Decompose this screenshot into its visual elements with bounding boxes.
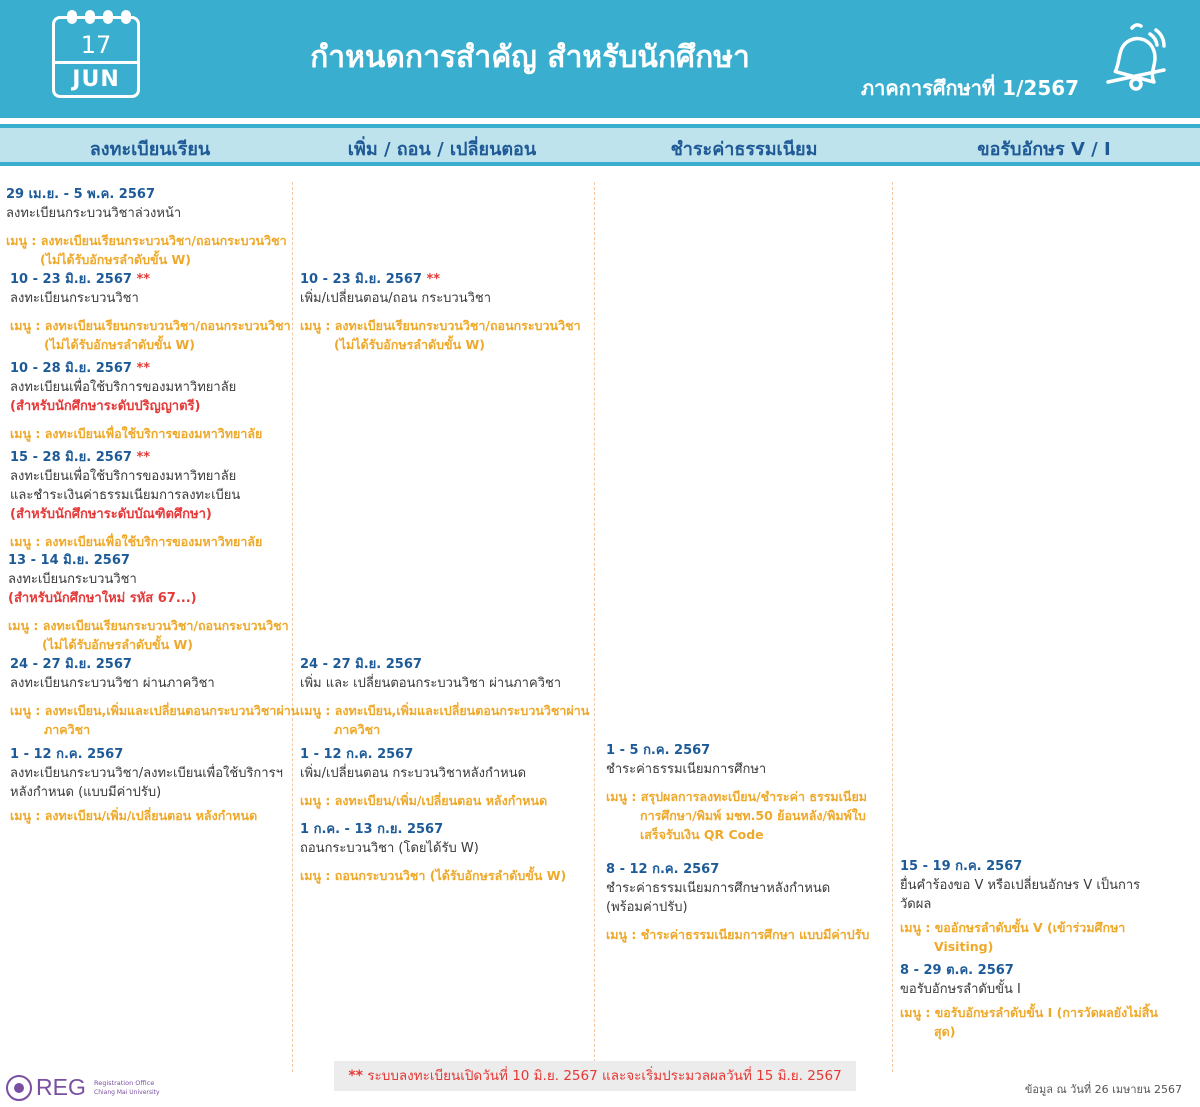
entry-date: 15 - 28 มิ.ย. 2567 **: [10, 450, 151, 465]
entry-description: เพิ่ม/เปลี่ยนตอน กระบวนวิชาหลังกำหนด: [300, 766, 527, 781]
schedule-entry: [300, 821, 590, 885]
entry-menu: เมนู : ลงทะเบียนเรียนกระบวนวิชา/ถอนกระบวนวิชา (ไม่ได้รับอักษรลำดับขั้น W): [10, 318, 291, 352]
schedule-entry: [10, 449, 300, 551]
data-as-of: ข้อมูล ณ วันที่ 26 เมษายน 2567: [1024, 1083, 1182, 1096]
schedule-entry: [300, 656, 590, 739]
column-header-bar: [0, 128, 1200, 166]
entry-menu: เมนู : ลงทะเบียนเพื่อใช้บริการของมหาวิทยาลัย: [10, 426, 263, 441]
entry-menu: เมนู : ขออักษรลำดับขั้น V (เข้าร่วมศึกษา Visiting): [900, 920, 1126, 954]
column-heading-grade-vi: ขอรับอักษร V / I: [977, 139, 1111, 160]
entry-menu: เมนู : ลงทะเบียนเรียนกระบวนวิชา/ถอนกระบวนวิชา (ไม่ได้รับอักษรลำดับขั้น W): [8, 618, 289, 652]
entry-note: (สำหรับนักศึกษาใหม่ รหัส 67...): [8, 591, 197, 606]
page-title: กำหนดการสำคัญ สำหรับนักศึกษา: [310, 40, 750, 75]
entry-description: เพิ่ม และ เปลี่ยนตอนกระบวนวิชา ผ่านภาควิชา: [300, 676, 562, 691]
university-seal-icon: [6, 1075, 32, 1101]
footer-star: **: [348, 1068, 363, 1084]
entry-menu: เมนู : ลงทะเบียนเรียนกระบวนวิชา/ถอนกระบวนวิชา (ไม่ได้รับอักษรลำดับขั้น W): [300, 318, 581, 352]
footer-note: ระบบลงทะเบียนเปิดวันที่ 10 มิ.ย. 2567 และจะเริ่มประมวลผลวันที่ 15 มิ.ย. 2567: [367, 1068, 842, 1084]
entry-date: 8 - 12 ก.ค. 2567: [606, 862, 720, 877]
entry-date: 13 - 14 มิ.ย. 2567: [8, 553, 130, 568]
calendar-icon: [52, 16, 140, 98]
entry-note: (สำหรับนักศึกษาระดับปริญญาตรี): [10, 399, 201, 414]
schedule-entry: [300, 746, 590, 810]
entry-date: 1 - 12 ก.ค. 2567: [10, 747, 124, 762]
entry-description: ลงทะเบียนเพื่อใช้บริการของมหาวิทยาลัย: [10, 380, 237, 395]
entry-date: 8 - 29 ต.ค. 2567: [900, 963, 1014, 978]
term-label: ภาคการศึกษาที่ 1/2567: [860, 76, 1080, 100]
schedule-entry: [10, 271, 300, 354]
entry-description: ลงทะเบียนกระบวนวิชา: [10, 291, 139, 306]
schedule-entry: [10, 360, 300, 443]
entry-description: ชำระค่าธรรมเนียมการศึกษาหลังกำหนด: [606, 881, 831, 896]
entry-description: ลงทะเบียนเพื่อใช้บริการของมหาวิทยาลัย: [10, 469, 237, 484]
column-divider: [594, 182, 595, 1072]
schedule-entry: [300, 271, 590, 354]
schedule-entry: [900, 858, 1162, 956]
entry-menu: เมนู : ชำระค่าธรรมเนียมการศึกษา แบบมีค่าปรับ: [606, 927, 870, 942]
entry-description: ลงทะเบียนกระบวนวิชา/ลงทะเบียนเพื่อใช้บริการฯ: [10, 766, 283, 781]
entry-description: เพิ่ม/เปลี่ยนตอน/ถอน กระบวนวิชา: [300, 291, 492, 306]
entry-date: 29 เม.ย. - 5 พ.ค. 2567: [6, 187, 155, 202]
schedule-entry: [6, 186, 296, 269]
entry-date: 10 - 23 มิ.ย. 2567 **: [300, 272, 441, 287]
entry-description: หลังกำหนด (แบบมีค่าปรับ): [10, 785, 162, 800]
schedule-entry: [10, 656, 300, 739]
column-divider: [892, 182, 893, 1072]
entry-description: และชำระเงินค่าธรรมเนียมการลงทะเบียน: [10, 488, 241, 503]
entry-description: ยื่นคำร้องขอ V หรือเปลี่ยนอักษร V เป็นการ: [900, 878, 1141, 893]
schedule-entry: [606, 861, 878, 944]
reg-logo-line1: Registration Office: [94, 1079, 155, 1087]
entry-description: วัดผล: [900, 897, 932, 912]
entry-menu: เมนู : ขอรับอักษรลำดับขั้น I (การวัดผลยังไม่สิ้นสุด): [900, 1005, 1158, 1039]
calendar-day: 17: [80, 31, 112, 59]
reg-logo-line2: Chiang Mai University: [94, 1089, 160, 1096]
reg-logo-text: REG: [36, 1074, 86, 1100]
entry-description: (พร้อมค่าปรับ): [606, 900, 688, 915]
entry-description: ขอรับอักษรลำดับขั้น I: [900, 982, 1021, 997]
entry-menu: เมนู : สรุปผลการลงทะเบียน/ชำระค่า ธรรมเนียมการศึกษา/พิมพ์ มชท.50 ย้อนหลัง/พิมพ์ใบเสร็จรับเงิน QR Code: [606, 789, 868, 842]
entry-menu: เมนู : ลงทะเบียนเพื่อใช้บริการของมหาวิทยาลัย: [10, 534, 263, 549]
entry-description: ถอนกระบวนวิชา (โดยได้รับ W): [300, 841, 479, 856]
entry-date: 24 - 27 มิ.ย. 2567: [10, 657, 132, 672]
entry-date: 10 - 28 มิ.ย. 2567 **: [10, 361, 151, 376]
entry-menu: เมนู : ลงทะเบียนเรียนกระบวนวิชา/ถอนกระบวนวิชา (ไม่ได้รับอักษรลำดับขั้น W): [6, 233, 287, 267]
entry-description: ลงทะเบียนกระบวนวิชา: [8, 572, 137, 587]
column-heading-fees: ชำระค่าธรรมเนียม: [670, 139, 818, 160]
entry-date: 1 - 5 ก.ค. 2567: [606, 743, 711, 758]
entry-date: 10 - 23 มิ.ย. 2567 **: [10, 272, 151, 287]
entry-menu: เมนู : ลงทะเบียน/เพิ่ม/เปลี่ยนตอน หลังกำหนด: [300, 793, 548, 808]
column-heading-register: ลงทะเบียนเรียน: [89, 139, 211, 160]
entry-menu: เมนู : ลงทะเบียน,เพิ่มและเปลี่ยนตอนกระบวนวิชาผ่านภาควิชา: [10, 703, 300, 737]
entry-date: 15 - 19 ก.ค. 2567: [900, 859, 1023, 874]
schedule-entry: [8, 552, 298, 654]
entry-description: ลงทะเบียนกระบวนวิชาล่วงหน้า: [6, 206, 182, 221]
calendar-month: JUN: [72, 67, 120, 92]
footer-notice: [334, 1061, 856, 1091]
entry-note: (สำหรับนักศึกษาระดับบัณฑิตศึกษา): [10, 507, 212, 522]
column-heading-add-drop: เพิ่ม / ถอน / เปลี่ยนตอน: [347, 139, 537, 160]
entry-menu: เมนู : ถอนกระบวนวิชา (ได้รับอักษรลำดับขั้น W): [300, 868, 567, 883]
entry-date: 1 - 12 ก.ค. 2567: [300, 747, 414, 762]
entry-date: 24 - 27 มิ.ย. 2567: [300, 657, 422, 672]
entry-date: 1 ก.ค. - 13 ก.ย. 2567: [300, 822, 444, 837]
schedule-entry: [606, 742, 878, 844]
entry-description: ชำระค่าธรรมเนียมการศึกษา: [606, 762, 767, 777]
bell-icon: [1098, 20, 1170, 94]
header: [0, 0, 1200, 118]
entry-menu: เมนู : ลงทะเบียน,เพิ่มและเปลี่ยนตอนกระบวนวิชาผ่านภาควิชา: [300, 703, 590, 737]
schedule-entry: [10, 746, 300, 825]
entry-description: ลงทะเบียนกระบวนวิชา ผ่านภาควิชา: [10, 676, 215, 691]
entry-menu: เมนู : ลงทะเบียน/เพิ่ม/เปลี่ยนตอน หลังกำหนด: [10, 808, 258, 823]
schedule-entry: [900, 962, 1162, 1041]
